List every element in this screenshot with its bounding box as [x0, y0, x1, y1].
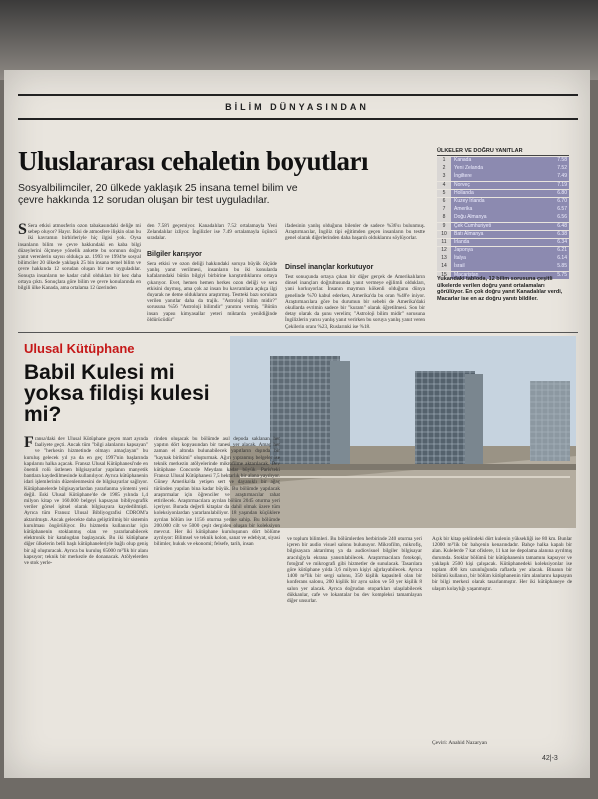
ranking-table-rows: [437, 157, 569, 279]
ranking-rank: 7: [437, 206, 451, 214]
article1-lead: Sosyalbilimciler, 20 ülkede yaklaşık 25 insana temel bilim ve çevre hakkında 12 sorudan oluşan bir test uyguladılar.: [18, 182, 298, 206]
article2-col1-text: ransa'daki dev Ulusal Kütüphane geçen mart ayında faaliyete geçti. Ancak tüm "bilgi alanlarını kapsayan" ve "herkesin hizmetinde olmayı amaçlayan" bu kuruluş gelecek yıl ya da en geç 1997'nin başlarında kapılarını halka açacak. Fransız Ulusal Kütüphanesi'nde en önemli rolü üstlenen bilgisayarlar yapılanın manyetik bantlara kaydedilmesinde kullanılıyor. Ayrıca kütüphanenin idari işlemlerinin düzenlenmesini de bilgisayarlar sağlıyor. Kütüphanelerde bilgisayarlardan yararlanma yöntemi yeni değil. Eski Ulusal Kütüphane'de de 1985 yılında 1,4 milyon kitap ve 160.000 belgeyi kapsayan bibliyografik veriler görsel işitsel olarak bilgisayara kaydedilmişti. Ayrıca tüm Fransız Ulusal Bibliyografisi CDROM'a aktarılmıştı. Ancak gelecekte daha geliştirilmiş bir sistemin kurulması öngörülüyor. Bu hizmetin kullanıcılar için kütüphanenin stoklanmış olan ve yararlanabilecek elektronik bir katalogdan başlayacak. Bu iki kütüphane diğer ülkelerin belli başlı kütüphaneleriyle bağlı olup geniş bir ağ oluşturacak. Ayrıca bu kuruluş 65000 m²'lik bir alanı kapsıyor; teknik bir merkezle de donanacak. Atölyelerden ve stok yerle-: [24, 436, 148, 567]
ranking-score: 6.57: [545, 206, 569, 214]
header-rule: [18, 94, 578, 96]
subhead-bilgiler: Bilgiler karışıyor: [147, 251, 202, 258]
ranking-rank: 4: [437, 182, 451, 190]
ranking-country: İsrail: [451, 263, 545, 271]
ranking-rank: 11: [437, 239, 451, 247]
ranking-country: İtalya: [451, 255, 545, 263]
library-photo: [230, 336, 576, 528]
ranking-rank: 5: [437, 190, 451, 198]
ranking-country: Doğu Almanya: [451, 214, 545, 222]
ranking-score: 6.14: [545, 255, 569, 263]
article1-headline: Uluslararası cehaletin boyutları: [18, 146, 368, 176]
ranking-row: [437, 214, 569, 222]
ranking-country: Hollanda: [451, 190, 545, 198]
ranking-country: Kuzey İrlanda: [451, 198, 545, 206]
ranking-country: Çek Cumhuriyeti: [451, 223, 545, 231]
article2-tag: Ulusal Kütüphane: [24, 341, 135, 356]
ranking-row: [437, 173, 569, 181]
ranking-score: 6.34: [545, 239, 569, 247]
ranking-rank: 14: [437, 263, 451, 271]
ranking-row: [437, 198, 569, 206]
ranking-score: 6.21: [545, 247, 569, 255]
ranking-country: Japonya: [451, 247, 545, 255]
ranking-row: [437, 263, 569, 271]
article1-col1-text: Sera etkisi atmosferin ozon tabakasındaki deliğe mi sebep oluyor? Hayır. Ikisi de atmosfere ilişkin olan bu iki kavramın birbirleriyle hiç ilgisi yok. Oysa insanların bilim ve çevre hakkındaki en kaba bilgi düzeylerini ölçmeye yönelik ankette bu sorunun doğru yanıt verenlerin sayısı oldukça az. 1993 ve 1994'te sosyal bilimciler 20 ülkede yaklaşık 25 bin insana temel bilim ve çevre hakkında 12 sorudan oluşan bir test uyguladılar. Sonuçta insanların ne kadar cahil oldukları bir kez daha ortaya çıktı. Sonuçlara göre bilim ve çevre konularında en bilgili ülke Kanada, ama ortalama 12 üzerinden: [18, 223, 141, 292]
section-divider: [18, 332, 578, 333]
ranking-score: 6.70: [545, 198, 569, 206]
article2-author: Çeviri: Anahid Nazaryan: [432, 740, 487, 746]
ranking-rank: 8: [437, 214, 451, 222]
library-towers-illustration: [230, 336, 576, 528]
article2-col3: ve toplum bilimleri. Bu bölümlerden herbirinde 240 oturma yeri içeren bir audio visuel salonu bulunuyor. Mikrofilm, mikrofiş, bilgisayara aktarılmış ya da audiovisuel bilgiler bilgisayar aracılığıyla ekrana yansıtılabilecek. Araştırmacılara fotokopi, fotoğraf ve mikrografi gibi hizmetler de sunulacak. Tasarılara göre kütüphane yılda 3,6 milyon kişiyi ağırlayabilecek. Ayrıca 1400 m²'lik bir sergi salonu, 350 kişilik kapasiteli olan bir konferans salonu, 200 kişilik bir aynı salon ve 50 yer kişilik 8 salon yer alacak. Ayrıca doğrudan otoparkları ulaşılabilecek dükkanlar, cafe ve lokantalar bu dev kompleksi tamamlayan diğer unsurlar.: [287, 536, 422, 605]
ranking-rank: 13: [437, 255, 451, 263]
article1-col3b: Test sonuçunda ortaya çıkan bir diğer gerçek de Amerikalıların dinsel inançları doğrultusunda yanıt vermeye eğilimli oldukları, yani korkuyorlar. İnsanın maymun kökenli olduğunu dünya genelinde %70 kabul ederken, Amerika'da bu oran %48'e iniyor. Araştırmacılara göre bu durumun bir sebebi de Amerika'daki okullarda evrimin sadece bir "kuram" olarak öğretilmesi. Son bir detay olarak da şunu verelim; "Astroloji bilim midir" sorusuna İngilizlerin yarısı yanlış yanıt verirken bu soruya yanlış yanıt veren Çekilerin oranı %23, Ruslarınki ise %18.: [285, 274, 425, 330]
ranking-rank: 15: [437, 272, 451, 280]
article2-col1: [24, 436, 148, 766]
article2-col2: rinden oluşacak bu bölümde asıl depoda saklanan her yapıtın dört kopyasından bir tanesi yer alacak. Amaç her zaman el altında bulunabilecek yapıtların dışında bir "kaynak birikimi" oluşturmak. Ağırı yıpranmış belgeler ise teknik merkezin atölyelerinde mikrofilme aktarılacak. Dev kütüphane Concorde Meydanı kadar büyük. Paris'teki Fransız Ulusal Kütüphanesi 7,5 hektarlık bir alana yayılıyor. Güney Amerika'da yetişen sert ve dayanıklı bir ağaç türünden yapılan bina kadar büyük. Bu bölümde yapılacak araştırmalar için öğrenciler ve araştırmacılar rahat ettirilecek. Araştırmacılara ayrılan bölüm 2045 oturma yeri içeriyor. Burada değerli kitaplar da dahil olmak üzere tüm koleksiyonlardan yararlanılabiliyor. 18 yaşından küçüklere ayrılan bölüm ise 1156 oturma yerine sahip. Bu bölümde 200.000 cilt ve 5000 çeşit dergiden oluşan bir koleksiyon mevcut. Her iki kütüphane kuruluşunun dört bölüme ayrılıyor: Bilimsel ve teknik kolon, sanat ve edebiyat, siyasi bilimler, hukuk ve ekonomi; felsefe, tarih, insan: [154, 436, 280, 548]
ranking-rank: 10: [437, 231, 451, 239]
ranking-row: [437, 206, 569, 214]
article1-col1: [18, 223, 141, 338]
ranking-rank: 12: [437, 247, 451, 255]
ranking-country: Yeni Zelanda: [451, 165, 545, 173]
ranking-row: [437, 165, 569, 173]
ranking-table-title: ÜLKELER VE DOĞRU YANITLAR: [437, 148, 569, 156]
page-number: 42|-3: [542, 755, 558, 762]
ranking-row: [437, 157, 569, 165]
ranking-score: 6.56: [545, 214, 569, 222]
page-background-top: [0, 0, 598, 80]
ranking-row: [437, 231, 569, 239]
ranking-rank: 6: [437, 198, 451, 206]
article1-col2a: den 7.58'i geçemiyor. Kanadalıları 7.52 ortalamayla Yeni Zelandalılar izliyor. İngilizler ise 7.49 ortalamayla üçüncü sıradalar.: [147, 223, 277, 242]
ranking-score: 7.19: [545, 182, 569, 190]
ranking-rank: 1: [437, 157, 451, 165]
ranking-country: Amerika: [451, 206, 545, 214]
ranking-row: [437, 239, 569, 247]
ranking-rank: 2: [437, 165, 451, 173]
ranking-table-caption: Yukarıdaki tabloda, 12 bilim sorusuna çeşitli ülkelerde verilen doğru yanıt ortalamaları görülüyor. En çok doğru yanıt Kanadalılar verdi, Macarlar ise en az doğru yanıtı bildiler.: [437, 276, 563, 302]
ranking-score: 5.85: [545, 263, 569, 271]
dropcap-f: F: [24, 436, 34, 451]
ranking-rank: 9: [437, 223, 451, 231]
header-rule-bottom: [18, 118, 578, 120]
magazine-page: [4, 70, 590, 778]
ranking-country: İngiltere: [451, 173, 545, 181]
ranking-row: [437, 247, 569, 255]
ranking-row: [437, 223, 569, 231]
ranking-score: 6.48: [545, 223, 569, 231]
ranking-score: 6.38: [545, 231, 569, 239]
ranking-score: 6.80: [545, 190, 569, 198]
article2-col4: Açık bir kitap şeklindeki dört kulenin yüksekliği ise 80 km. Bunlar 12000 m²'lik bir bahçenin kenarındadır. Bahçe halka kapalı bir alan. Kulelerde 7 kat ofislere, 11 kat ise depolama alanına ayrılmış durumda. Stoklar bölümü bir kütüphanenin tamamını kapsıyor ve yaklaşık 2500 kişi çalışacak. Kütüphanedeki koleksiyonlar ise toplam 400 km uzunluğunda raflarda yer alacak. Binanın bir bölümü kullanıcı, bir bölüm kütüphanenin tüm alanlarını kapsayan bir bilgi merkezi olarak tasarlanmıştır. Her iki kütüphaneye de ulaşım kolaylığı yaşanmıştır.: [432, 536, 572, 592]
ranking-score: 7.58: [545, 157, 569, 165]
ranking-table: [437, 148, 569, 280]
ranking-country: Norveç: [451, 182, 545, 190]
ranking-row: [437, 255, 569, 263]
article2-headline: Babil Kulesi mi yoksa fildişi kulesi mi?: [24, 361, 210, 426]
ranking-country: İrlanda: [451, 239, 545, 247]
ranking-country: Batı Almanya: [451, 231, 545, 239]
ranking-country: Kanada: [451, 157, 545, 165]
ranking-rank: 3: [437, 173, 451, 181]
dropcap: S: [18, 223, 27, 238]
ranking-score: 5.75: [545, 272, 569, 280]
ranking-score: 7.52: [545, 165, 569, 173]
section-title: BİLİM DÜNYASINDAN: [225, 102, 369, 112]
article1-col3a: ifadesinin yanlış olduğunu bilenler de sadece %36'sı bulunmuş. Araştırmacılar, İngiliz tipi eğitimden geçen insanların bu testte genel olarak diğerlerinden daha başarılı olduklarını söylüyorlar.: [285, 223, 425, 242]
subhead-dinsel: Dinsel inançlar korkutuyor: [285, 264, 374, 271]
ranking-row: [437, 190, 569, 198]
ranking-country: Macaristan: [451, 272, 545, 280]
article1-col2b: Sera etkisi ve ozon deliği hakkındaki soruya büyük ölçüde yanlış yanıt verilmesi, insanların bu iki konularda kafalarındaki bütün bilgiyi birbirine karıştırdıklarını ortaya çıkarıyor. Evet, hemen hemen herkes ozon deliği ve sera etkisini duymuş, ama çok az insan bu kavramlara açıkça ilgi duyarak ne deme olduklarını araştırmış. Testteki bazı sorulara verilen yanıtlar daha da trajik. "Astroloji bilim midir?" sorusuna %56 "Astroloji bilimdir" yanıtını vermiş. "Bütün insan yapısı kimyasallar yeteri miktarda yenildiğinde öldürücüdür": [147, 261, 277, 323]
ranking-row: [437, 182, 569, 190]
ranking-score: 7.49: [545, 173, 569, 181]
